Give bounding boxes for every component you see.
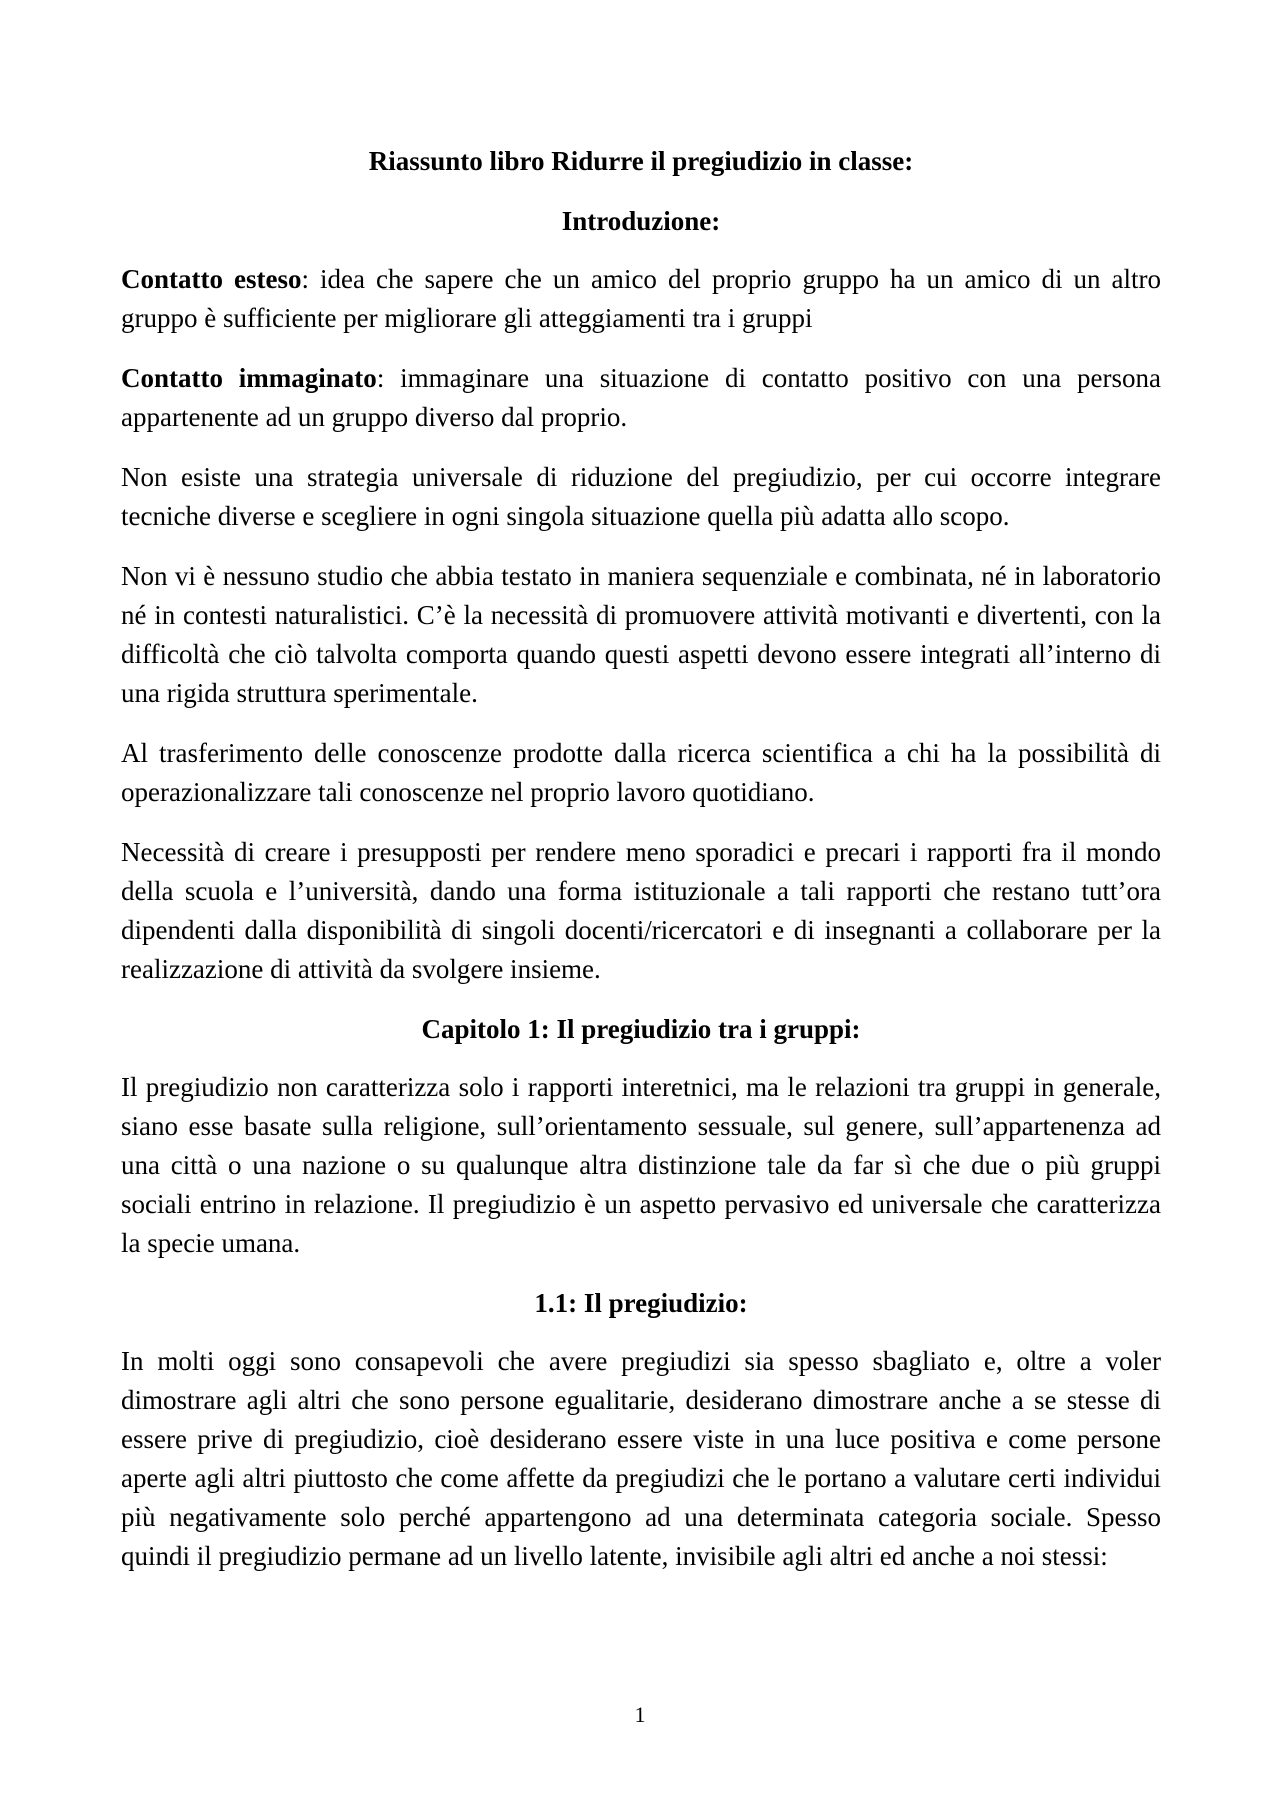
term-contatto-immaginato: Contatto immaginato xyxy=(121,363,377,393)
paragraph-strategia-universale: Non esiste una strategia universale di riduzione del pregiudizio, per cui occorre integrare tecniche diverse e scegliere in ogni singola situazione quella più adatta allo scopo. xyxy=(121,462,1161,531)
paragraph-nessuno-studio: Non vi è nessuno studio che abbia testato in maniera sequenziale e combinata, né in laboratorio né in contesti naturalistici. C’è la necessità di promuovere attività motivanti e divertenti, con la difficoltà che ciò talvolta comporta quando questi aspetti devono essere integrati all’interno di una rigida struttura sperimentale. xyxy=(121,561,1161,708)
section-1-1-heading: 1.1: Il pregiudizio: xyxy=(534,1288,748,1318)
section-heading-introduzione: Introduzione: xyxy=(561,206,721,236)
document-title: Riassunto libro Ridurre il pregiudizio in classe: xyxy=(368,146,914,176)
chapter-1-heading: Capitolo 1: Il pregiudizio tra i gruppi: xyxy=(421,1014,861,1044)
definition-contatto-esteso: : idea che sapere che un amico del proprio gruppo ha un amico di un altro gruppo è sufficiente per migliorare gli atteggiamenti tra i gruppi xyxy=(121,264,1161,333)
paragraph-trasferimento-conoscenze: Al trasferimento delle conoscenze prodotte dalla ricerca scientifica a chi ha la possibilità di operazionalizzare tali conoscenze nel proprio lavoro quotidiano. xyxy=(121,738,1161,807)
paragraph-chapter-1: Il pregiudizio non caratterizza solo i rapporti interetnici, ma le relazioni tra gruppi in generale, siano esse basate sulla religione, sull’orientamento sessuale, sul genere, sull’appartenenza ad una città o una nazione o su qualunque altra distinzione tale da far sì che due o più gruppi sociali entrino in relazione. Il pregiudizio è un aspetto pervasivo ed universale che caratterizza la specie umana. xyxy=(121,1072,1161,1258)
paragraph-section-1-1: In molti oggi sono consapevoli che avere pregiudizi sia spesso sbagliato e, oltre a voler dimostrare agli altri che sono persone egualitarie, desiderano dimostrare anche a se stesse di essere prive di pregiudizio, cioè desiderano essere viste in una luce positiva e come persone aperte agli altri piuttosto che come affette da pregiudizi che le portano a valutare certi individui più negativamente solo perché appartengono ad una determinata categoria sociale. Spesso quindi il pregiudizio permane ad un livello latente, invisibile agli altri ed anche a noi stessi: xyxy=(121,1346,1161,1571)
paragraph-contatto-esteso xyxy=(121,260,1161,338)
term-contatto-esteso: Contatto esteso xyxy=(121,264,302,294)
page-number: 1 xyxy=(634,1702,646,1727)
paragraph-contatto-immaginato xyxy=(121,359,1161,437)
definition-contatto-immaginato: : immaginare una situazione di contatto positivo con una persona appartenente ad un gruppo diverso dal proprio. xyxy=(121,363,1161,432)
document-page xyxy=(121,142,1161,1597)
paragraph-scuola-universita: Necessità di creare i presupposti per rendere meno sporadici e precari i rapporti fra il mondo della scuola e l’università, dando una forma istituzionale a tali rapporti che restano tutt’ora dipendenti dalla disponibilità di singoli docenti/ricercatori e di insegnanti a collaborare per la realizzazione di attività da svolgere insieme. xyxy=(121,837,1161,984)
